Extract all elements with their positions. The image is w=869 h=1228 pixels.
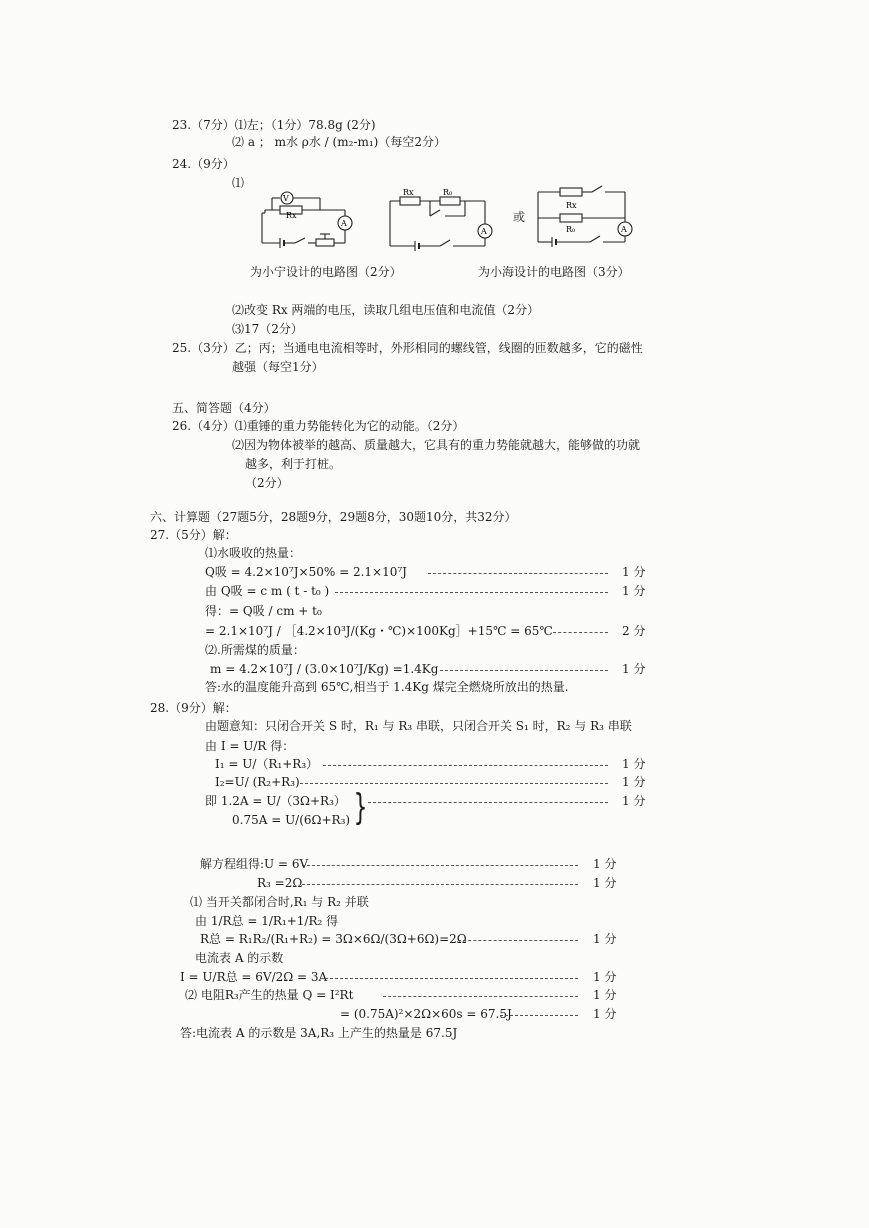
q28-line-10: 由 1/R总 = 1/R₁+1/R₂ 得 xyxy=(195,914,339,928)
q28-line-4: I₂=U/ (R₂+R₃) xyxy=(215,775,300,789)
circuit-diagram-xiaohai-1 xyxy=(385,186,500,256)
q28-line-6: 0.75A = U/(6Ω+R₃) xyxy=(232,813,351,827)
q24-sub-2: ⑵改变 Rx 两端的电压，读取几组电压值和电流值（2分） xyxy=(232,303,540,317)
ammeter-label: A xyxy=(621,225,627,234)
q28-score-5: 1 分 xyxy=(593,876,617,890)
q28-line-11: R总 = R₁R₂/(R₁+R₂) = 3Ω×6Ω/(3Ω+6Ω)=2Ω xyxy=(200,932,467,946)
score-leader xyxy=(500,1015,578,1016)
rx-label: Rx xyxy=(403,188,414,197)
q28-score-7: 1 分 xyxy=(593,970,617,984)
q28-score-2: 1 分 xyxy=(622,775,646,789)
q28-line-5: 即 1.2A = U/（3Ω+R₃） xyxy=(205,794,346,808)
q28-score-3: 1 分 xyxy=(622,794,646,808)
score-leader xyxy=(302,865,578,866)
q27-line-4: 得：= Q吸 / cm + t₀ xyxy=(205,604,322,618)
q28-line-1: 由题意知：只闭合开关 S 时，R₁ 与 R₃ 串联，只闭合开关 S₁ 时，R₂ 与 R₃ 串联 xyxy=(205,719,632,733)
q27-line-2: Q吸 = 4.2×10⁷J×50% = 2.1×10⁷J xyxy=(205,565,407,579)
q23-line-2: ⑵ a ； m水 ρ水 / (m₂-m₁)（每空2分） xyxy=(232,135,446,149)
q28-heading: 28.（9分）解： xyxy=(150,701,237,715)
score-leader xyxy=(335,592,608,593)
q27-heading: 27.（5分）解： xyxy=(150,528,237,542)
q26-line-3: 越多，利于打桩。 xyxy=(245,457,342,471)
circuit-diagram-xiaoning xyxy=(250,188,365,258)
q27-line-7: m = 4.2×10⁷J / (3.0×10⁷J/Kg) =1.4Kg xyxy=(210,662,439,676)
score-leader xyxy=(300,783,608,784)
q27-line-6: ⑵.所需煤的质量： xyxy=(205,643,305,657)
score-leader xyxy=(428,573,608,574)
score-leader xyxy=(440,670,608,671)
rx-label: Rx xyxy=(566,201,577,210)
q27-score-1: 1 分 xyxy=(622,565,646,579)
score-leader xyxy=(302,884,578,885)
q28-score-4: 1 分 xyxy=(593,857,617,871)
q28-line-9: ⑴ 当开关都闭合时,R₁ 与 R₂ 并联 xyxy=(190,895,369,909)
ammeter-label: A xyxy=(481,227,487,236)
q27-line-3: 由 Q吸 = c m ( t - t₀ ) xyxy=(205,584,330,598)
score-leader xyxy=(368,802,608,803)
score-leader xyxy=(323,765,608,766)
r0-label: R₀ xyxy=(443,188,453,197)
q28-line-8: R₃ =2Ω xyxy=(257,876,303,890)
q24-heading: 24.（9分） xyxy=(172,157,235,171)
q27-score-4: 1 分 xyxy=(622,662,646,676)
score-leader xyxy=(320,978,578,979)
q28-line-7: 解方程组得:U = 6V xyxy=(200,857,309,871)
rx-label: Rx xyxy=(286,211,297,220)
q28-line-14: ⑵ 电阻R₃产生的热量 Q = I²Rt xyxy=(185,988,354,1002)
caption-xiaohai: 为小海设计的电路图（3分） xyxy=(478,265,630,279)
voltmeter-label: V xyxy=(283,194,289,203)
q28-line-2: 由 I = U/R 得： xyxy=(205,739,295,753)
q28-line-15: = (0.75A)²×2Ω×60s = 67.5J xyxy=(340,1007,512,1021)
or-label: 或 xyxy=(513,210,526,224)
q28-score-9: 1 分 xyxy=(593,1007,617,1021)
equation-brace: } xyxy=(353,787,368,828)
ammeter-label: A xyxy=(341,219,347,228)
q27-answer: 答:水的温度能升高到 65℃,相当于 1.4Kg 煤完全燃烧所放出的热量. xyxy=(205,680,569,694)
q24-sub-1: ⑴ xyxy=(232,176,245,190)
q28-line-3: I₁ = U/（R₁+R₃） xyxy=(215,757,319,771)
caption-xiaoning: 为小宁设计的电路图（2分） xyxy=(250,265,402,279)
r0-label: R₀ xyxy=(566,225,576,234)
q25-line-2: 越强（每空1分） xyxy=(232,360,324,374)
q27-score-2: 1 分 xyxy=(622,584,646,598)
q27-line-5: = 2.1×10⁷J / ［4.2×10³J/(Kg・℃)×100Kg］+15℃ = 65℃ xyxy=(205,624,553,638)
q26-line-4: （2分） xyxy=(245,476,289,490)
q26-line-1: 26.（4分）⑴重锤的重力势能转化为它的动能。（2分） xyxy=(172,419,465,433)
q28-score-8: 1 分 xyxy=(593,988,617,1002)
q28-line-13: I = U/R总 = 6V/2Ω = 3A xyxy=(180,970,328,984)
score-leader xyxy=(383,996,578,997)
q26-line-2: ⑵因为物体被举的越高、质量越大，它具有的重力势能就越大，能够做的功就 xyxy=(232,438,641,452)
q27-line-1: ⑴水吸收的热量： xyxy=(205,546,302,560)
score-leader xyxy=(553,632,608,633)
q27-score-3: 2 分 xyxy=(622,624,646,638)
section-5-title: 五、简答题（4分） xyxy=(172,401,276,415)
q24-sub-3: ⑶17（2分） xyxy=(232,322,303,336)
q23-line-1: 23.（7分）⑴左；（1分）78.8g (2分) xyxy=(172,118,376,132)
q28-line-12: 电流表 A 的示数 xyxy=(195,951,284,965)
section-6-title: 六、计算题（27题5分，28题9分，29题8分，30题10分，共32分） xyxy=(150,510,517,524)
q28-score-6: 1 分 xyxy=(593,932,617,946)
q25-line-1: 25.（3分）乙；丙；当通电电流相等时，外形相同的螺线管，线圈的匝数越多，它的磁性 xyxy=(172,341,643,355)
q28-answer: 答:电流表 A 的示数是 3A,R₃ 上产生的热量是 67.5J xyxy=(180,1026,458,1040)
q28-score-1: 1 分 xyxy=(622,757,646,771)
circuit-diagram-xiaohai-2 xyxy=(530,180,645,252)
score-leader xyxy=(458,940,578,941)
